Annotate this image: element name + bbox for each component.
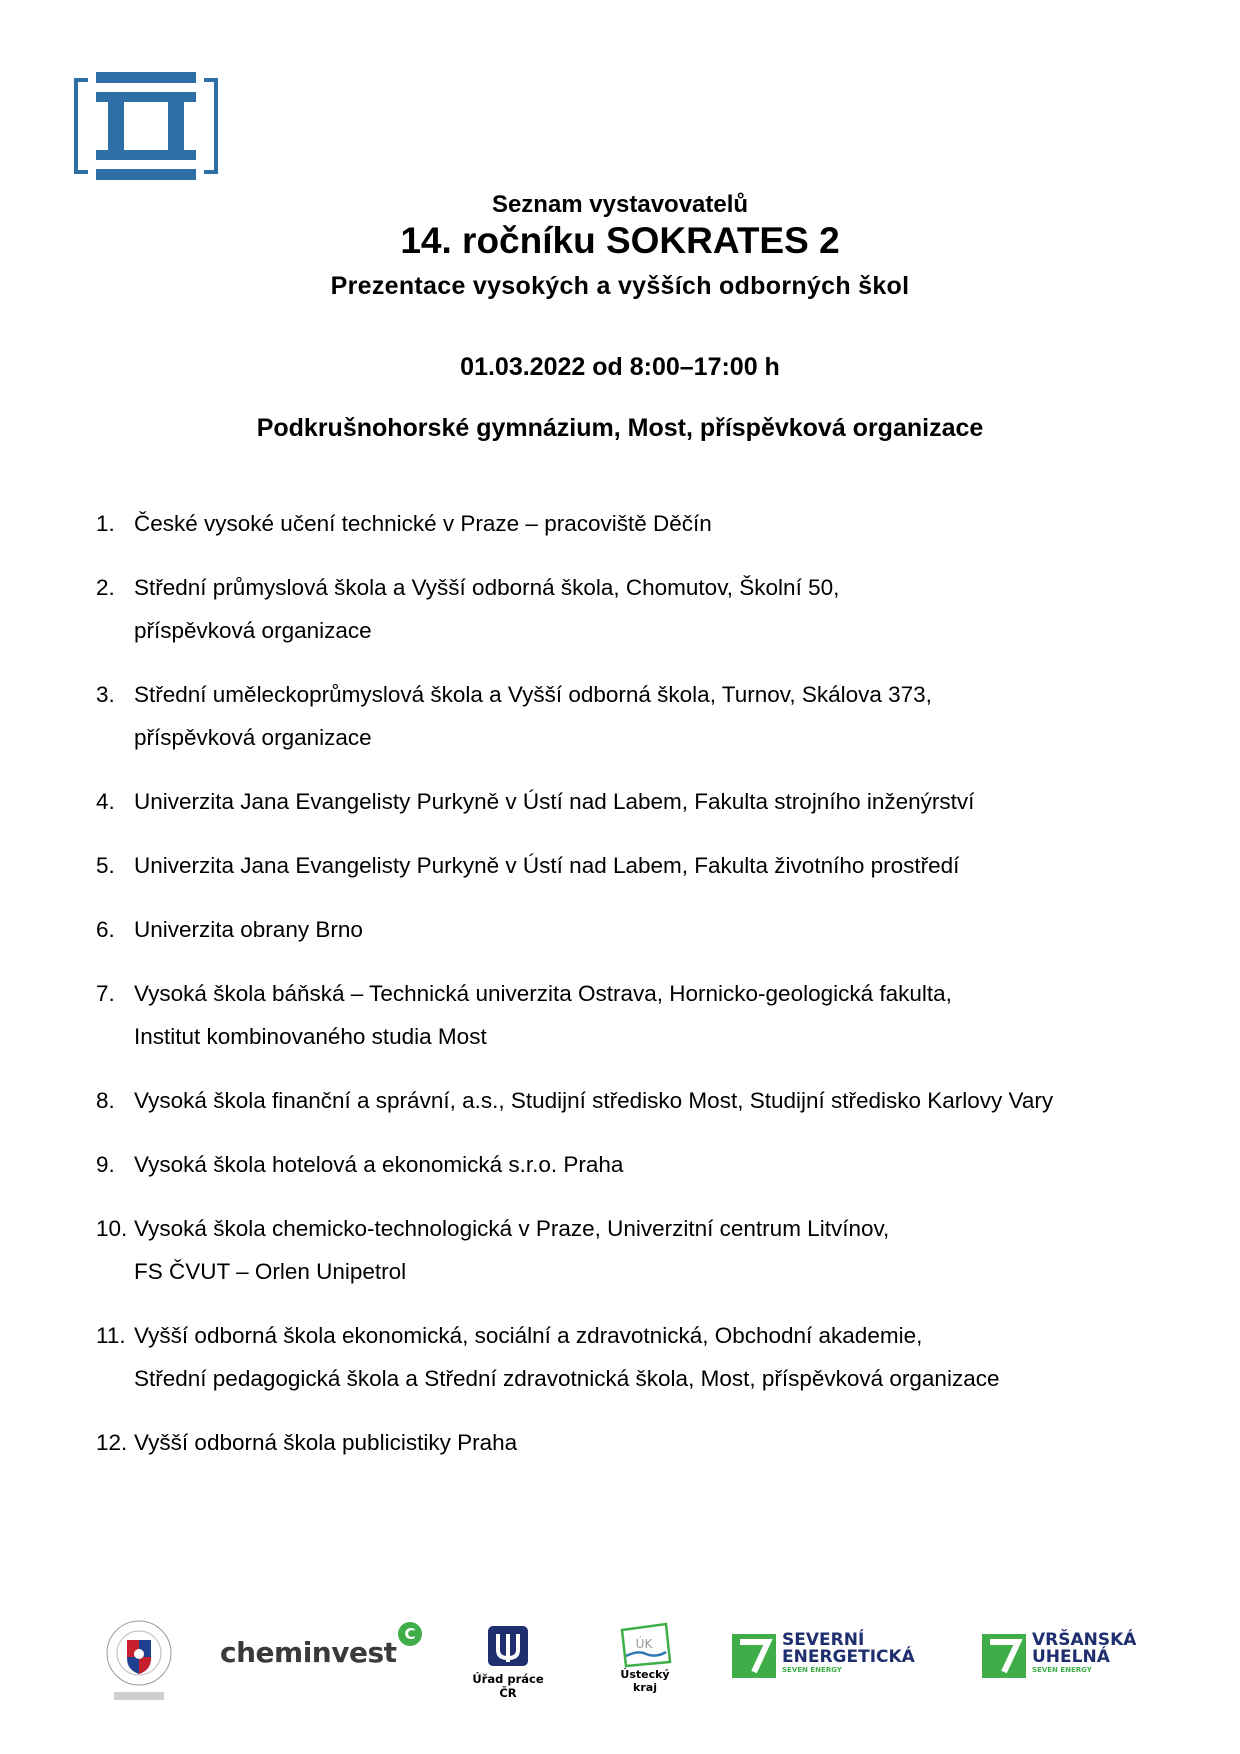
list-item: 2. Střední průmyslová škola a Vyšší odborná škola, Chomutov, Školní 50, příspěvková organizace [96,575,840,643]
vrsanska-uhelna-logo: VRŠANSKÁ UHELNÁ SEVEN ENERGY [982,1634,1026,1678]
list-item: 3. Střední uměleckoprůmyslová škola a Vyšší odborná škola, Turnov, Skálova 373, příspěvková organizace [96,682,932,750]
hk-logo [104,1618,174,1702]
event-venue: Podkrušnohorské gymnázium, Most, příspěvková organizace [256,414,984,442]
list-item: 4. Univerzita Jana Evangelisty Purkyně v Ústí nad Labem, Fakulta strojního inženýrství [96,789,975,814]
list-item: 1. České vysoké učení technické v Praze – pracoviště Děčín [96,511,712,536]
sponsor-logos [0,1618,1240,1708]
page-title: 14. ročníku SOKRATES 2 [400,220,840,261]
svg-text:ÚK: ÚK [635,1637,653,1651]
list-item: 6. Univerzita obrany Brno [96,917,363,942]
list-heading: Seznam vystavovatelů [491,191,749,218]
ustecky-kraj-mark-icon [616,1622,674,1668]
list-item: 8. Vysoká škola finanční a správní, a.s., Studijní středisko Most, Studijní středisko Karlovy Vary [96,1088,1054,1113]
list-item: 12. Vyšší odborná škola publicistiky Praha [96,1430,518,1455]
list-item: 5. Univerzita Jana Evangelisty Purkyně v Ústí nad Labem, Fakulta životního prostředí [96,853,960,878]
list-item: 9. Vysoká škola hotelová a ekonomická s.r.o. Praha [96,1152,624,1177]
severni-energeticka-logo: SEVERNÍ ENERGETICKÁ SEVEN ENERGY [732,1634,776,1678]
event-date: 01.03.2022 od 8:00–17:00 h [460,353,780,381]
cheminvest-logo: cheminvest C [220,1636,397,1669]
seven-energy-mark-icon [982,1634,1026,1678]
urad-prace-logo: Úřad práce ČR [463,1624,553,1700]
list-item: 10. Vysoká škola chemicko-technologická v Praze, Univerzitní centrum Litvínov, FS ČVUT – Orlen Unipetrol [96,1216,890,1284]
list-item: 7. Vysoká škola báňská – Technická univerzita Ostrava, Hornicko-geologická fakulta, Institut kombinovaného studia Most [96,981,952,1049]
ustecky-kraj-logo: ÚK Ústecký kraj [612,1622,678,1694]
cheminvest-mark-icon: C [398,1622,422,1646]
list-item: 11. Vyšší odborná škola ekonomická, sociální a zdravotnická, Obchodní akademie, Střední pedagogická škola a Střední zdravotnická škola, Most, příspěvková organizace [96,1323,1000,1391]
school-logo [74,72,218,180]
urad-prace-mark-icon [486,1624,530,1668]
seven-energy-mark-icon [732,1634,776,1678]
page-subtitle: Prezentace vysokých a vyšších odborných škol [330,272,910,300]
